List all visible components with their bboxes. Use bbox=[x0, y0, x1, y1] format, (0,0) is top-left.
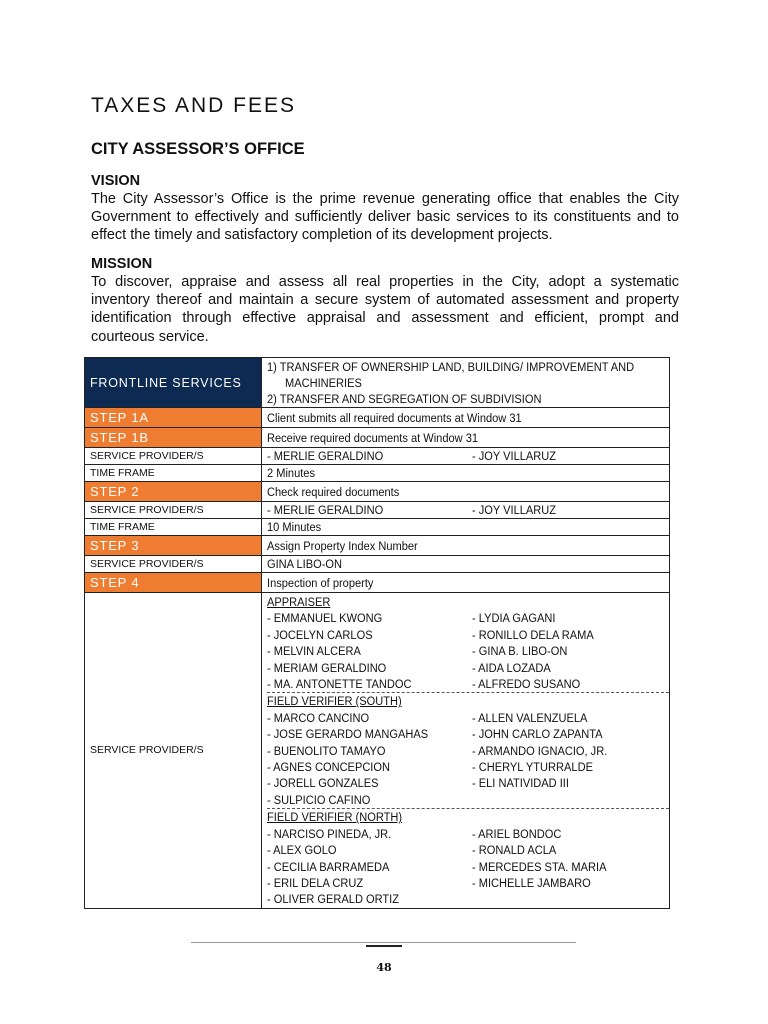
list-item bbox=[267, 643, 669, 659]
table-row bbox=[85, 358, 670, 408]
frontline-services-label: FRONTLINE SERVICES bbox=[85, 358, 262, 408]
mission-heading: MISSION bbox=[91, 256, 153, 272]
provider-name: - JOY VILLARUZ bbox=[472, 503, 557, 517]
mission-text: To discover, appraise and assess all real properties in the City, adopt a systematic inventory thereof and maintain a secure system of automated assessment and property identification through effective appraisal and assessment and efficient, prompt and courteous service. bbox=[91, 274, 679, 345]
footer-divider bbox=[191, 942, 576, 943]
provider-group-heading: FIELD VERIFIER (SOUTH) bbox=[267, 694, 402, 709]
list-item bbox=[267, 792, 669, 808]
provider-group-field-verifier-south bbox=[267, 693, 669, 809]
provider-name: - JOY VILLARUZ bbox=[472, 449, 557, 463]
time-frame-value: 10 Minutes bbox=[267, 520, 322, 534]
provider-name: - MICHELLE JAMBARO bbox=[472, 875, 591, 890]
footer-mark bbox=[366, 945, 402, 947]
provider-group-appraiser bbox=[267, 594, 669, 693]
provider-group-heading: FIELD VERIFIER (NORTH) bbox=[267, 810, 403, 825]
vision-text: The City Assessor’s Office is the prime revenue generating office that enables the City Government to effectively and sufficiently deliver basic services to its constituents and to effect the timely and satisfactory completion of its development projects. bbox=[91, 191, 679, 244]
table-row bbox=[85, 428, 670, 448]
table-row bbox=[85, 448, 670, 465]
table-row bbox=[85, 556, 670, 573]
step-4-value: Inspection of property bbox=[267, 575, 374, 590]
step-2-label: STEP 2 bbox=[85, 482, 262, 502]
table-row bbox=[85, 519, 670, 536]
provider-name: - RONALD ACLA bbox=[472, 843, 557, 858]
page-number: 48 bbox=[376, 961, 392, 974]
table-row bbox=[85, 573, 670, 593]
office-title: CITY ASSESSOR’S OFFICE bbox=[91, 140, 305, 158]
service-1-line1: 1) TRANSFER OF OWNERSHIP LAND, BUILDING/ IMPROVEMENT AND bbox=[267, 359, 635, 374]
step-3-value: Assign Property Index Number bbox=[267, 538, 418, 553]
provider-name: GINA LIBO-ON bbox=[267, 557, 343, 571]
provider-name: - ALLEN VALENZUELA bbox=[472, 710, 588, 725]
list-item bbox=[267, 875, 669, 891]
list-item bbox=[267, 826, 669, 842]
provider-group-field-verifier-north bbox=[267, 809, 669, 907]
provider-name: - BUENOLITO TAMAYO bbox=[267, 743, 386, 758]
list-item bbox=[267, 842, 669, 858]
provider-name: - ALEX GOLO bbox=[267, 843, 337, 858]
list-item bbox=[267, 775, 669, 791]
step-1a-label: STEP 1A bbox=[85, 408, 262, 428]
time-frame-label: TIME FRAME bbox=[85, 519, 262, 536]
table-row bbox=[85, 536, 670, 556]
page-title: TAXES AND FEES bbox=[91, 94, 296, 117]
provider-name: - ERIL DELA CRUZ bbox=[267, 875, 364, 890]
provider-name: - MA. ANTONETTE TANDOC bbox=[267, 677, 412, 692]
provider-group-heading: APPRAISER bbox=[267, 595, 331, 609]
step-3-label: STEP 3 bbox=[85, 536, 262, 556]
provider-name: - NARCISO PINEDA, JR. bbox=[267, 826, 392, 841]
provider-name: - ARIEL BONDOC bbox=[472, 826, 562, 841]
provider-name: - MERLIE GERALDINO bbox=[267, 449, 384, 463]
provider-name: - LYDIA GAGANI bbox=[472, 611, 556, 626]
list-item bbox=[267, 627, 669, 643]
table-row bbox=[85, 465, 670, 482]
provider-name: - RONILLO DELA RAMA bbox=[472, 627, 594, 642]
time-frame-label: TIME FRAME bbox=[85, 465, 262, 482]
provider-name: - SULPICIO CAFINO bbox=[267, 792, 371, 807]
provider-name: - MERIAM GERALDINO bbox=[267, 660, 387, 675]
provider-name: - MERLIE GERALDINO bbox=[267, 503, 384, 517]
service-1-line2: MACHINERIES bbox=[285, 375, 362, 390]
table-row bbox=[85, 408, 670, 428]
service-provider-label: SERVICE PROVIDER/S bbox=[85, 556, 262, 573]
list-item bbox=[267, 710, 669, 726]
list-item bbox=[267, 859, 669, 875]
list-item bbox=[267, 891, 669, 907]
provider-name: - ARMANDO IGNACIO, JR. bbox=[472, 743, 608, 758]
provider-name: - MARCO CANCINO bbox=[267, 710, 370, 725]
list-item bbox=[267, 610, 669, 626]
provider-name: - AGNES CONCEPCION bbox=[267, 760, 390, 775]
step-4-label: STEP 4 bbox=[85, 573, 262, 593]
provider-name: - JOHN CARLO ZAPANTA bbox=[472, 727, 603, 742]
provider-name: - CECILIA BARRAMEDA bbox=[267, 859, 390, 874]
provider-name: - MERCEDES STA. MARIA bbox=[472, 859, 607, 874]
provider-name: - EMMANUEL KWONG bbox=[267, 611, 383, 626]
table-row bbox=[85, 502, 670, 519]
provider-name: - JOSE GERARDO MANGAHAS bbox=[267, 727, 429, 742]
vision-heading: VISION bbox=[91, 173, 141, 189]
provider-name: - ELI NATIVIDAD III bbox=[472, 776, 569, 791]
table-row bbox=[85, 482, 670, 502]
provider-name: - MELVIN ALCERA bbox=[267, 644, 361, 659]
service-provider-label: SERVICE PROVIDER/S bbox=[85, 502, 262, 519]
frontline-services-list bbox=[262, 358, 670, 408]
step-1b-label: STEP 1B bbox=[85, 428, 262, 448]
provider-name: - CHERYL YTURRALDE bbox=[472, 760, 593, 775]
provider-name: - OLIVER GERALD ORTIZ bbox=[267, 892, 400, 907]
provider-groups bbox=[262, 593, 670, 909]
list-item bbox=[267, 676, 669, 692]
provider-name: - ALFREDO SUSANO bbox=[472, 677, 581, 692]
frontline-services-table bbox=[84, 357, 670, 909]
time-frame-value: 2 Minutes bbox=[267, 466, 315, 480]
step-1a-value: Client submits all required documents at Window 31 bbox=[267, 410, 522, 425]
provider-name: - JORELL GONZALES bbox=[267, 776, 379, 791]
service-2: 2) TRANSFER AND SEGREGATION OF SUBDIVISION bbox=[267, 391, 542, 406]
provider-name: - JOCELYN CARLOS bbox=[267, 627, 373, 642]
provider-name: - AIDA LOZADA bbox=[472, 660, 551, 675]
list-item bbox=[267, 726, 669, 742]
step-1b-value: Receive required documents at Window 31 bbox=[267, 430, 479, 445]
list-item bbox=[267, 759, 669, 775]
provider-name: - GINA B. LIBO-ON bbox=[472, 644, 568, 659]
list-item bbox=[267, 743, 669, 759]
list-item bbox=[267, 660, 669, 676]
step-2-value: Check required documents bbox=[267, 484, 400, 499]
table-row bbox=[85, 593, 670, 909]
service-provider-label: SERVICE PROVIDER/S bbox=[85, 593, 262, 909]
service-provider-label: SERVICE PROVIDER/S bbox=[85, 448, 262, 465]
